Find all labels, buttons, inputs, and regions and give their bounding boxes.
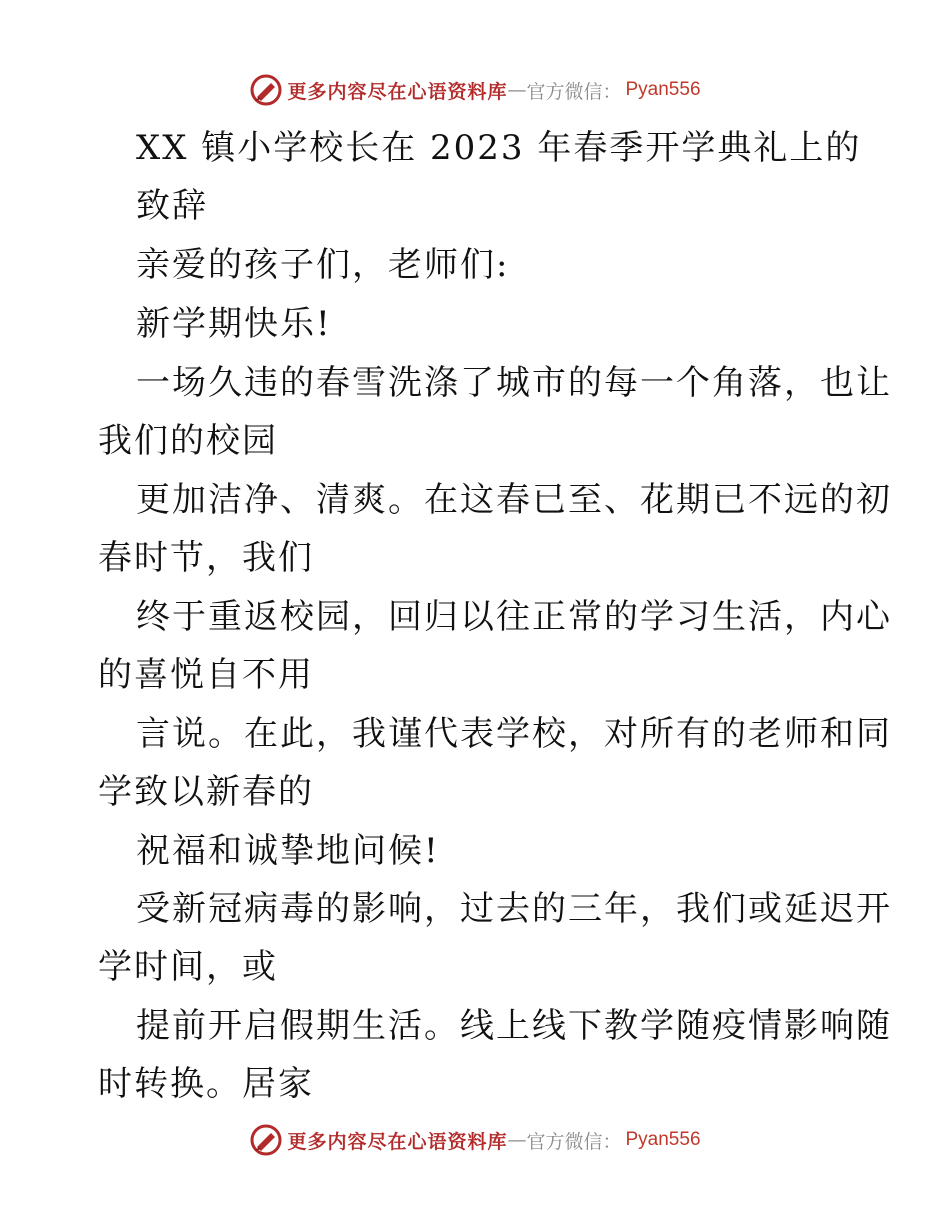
banner-contact-label: 官方微信： (526, 80, 622, 103)
banner-separator: — (507, 1129, 527, 1151)
greeting: 新学期快乐! (136, 304, 332, 344)
paragraph-line: 春时节，我们 (98, 538, 314, 578)
title-line-1: XX 镇小学校长在 2023 年春季开学典礼上的 (136, 128, 862, 168)
banner-contact-label: 官方微信： (526, 1130, 622, 1153)
footer-banner (0, 1120, 950, 1160)
paragraph-line: 提前开启假期生活。线上线下教学随疫情影响随 (136, 1006, 892, 1046)
paragraph-line: 一场久违的春雪洗涤了城市的每一个角落，也让 (136, 363, 892, 403)
paragraph-line: 受新冠病毒的影响，过去的三年，我们或延迟开 (136, 889, 892, 929)
banner-contact-id: Pyan556 (625, 1129, 701, 1150)
pen-logo-icon (249, 1123, 283, 1157)
paragraph-line: 学时间，或 (98, 947, 278, 987)
banner-separator: — (507, 79, 527, 101)
paragraph-line: 祝福和诚挚地问候! (136, 831, 440, 871)
banner-title: 更多内容尽在心语资料库 (287, 80, 508, 103)
paragraph-line: 时转换。居家 (98, 1064, 314, 1104)
paragraph-line: 的喜悦自不用 (98, 655, 314, 695)
paragraph-line: 终于重返校园，回归以往正常的学习生活，内心 (136, 597, 892, 637)
banner-title: 更多内容尽在心语资料库 (287, 1130, 508, 1153)
title-line-2: 致辞 (136, 186, 208, 226)
banner-contact-id: Pyan556 (625, 79, 701, 100)
paragraph-line: 言说。在此，我谨代表学校，对所有的老师和同 (136, 714, 892, 754)
paragraph-line: 我们的校园 (98, 421, 278, 461)
salutation: 亲爱的孩子们，老师们: (136, 245, 510, 285)
paragraph-line: 学致以新春的 (98, 772, 314, 812)
paragraph-line: 更加洁净、清爽。在这春已至、花期已不远的初 (136, 480, 892, 520)
